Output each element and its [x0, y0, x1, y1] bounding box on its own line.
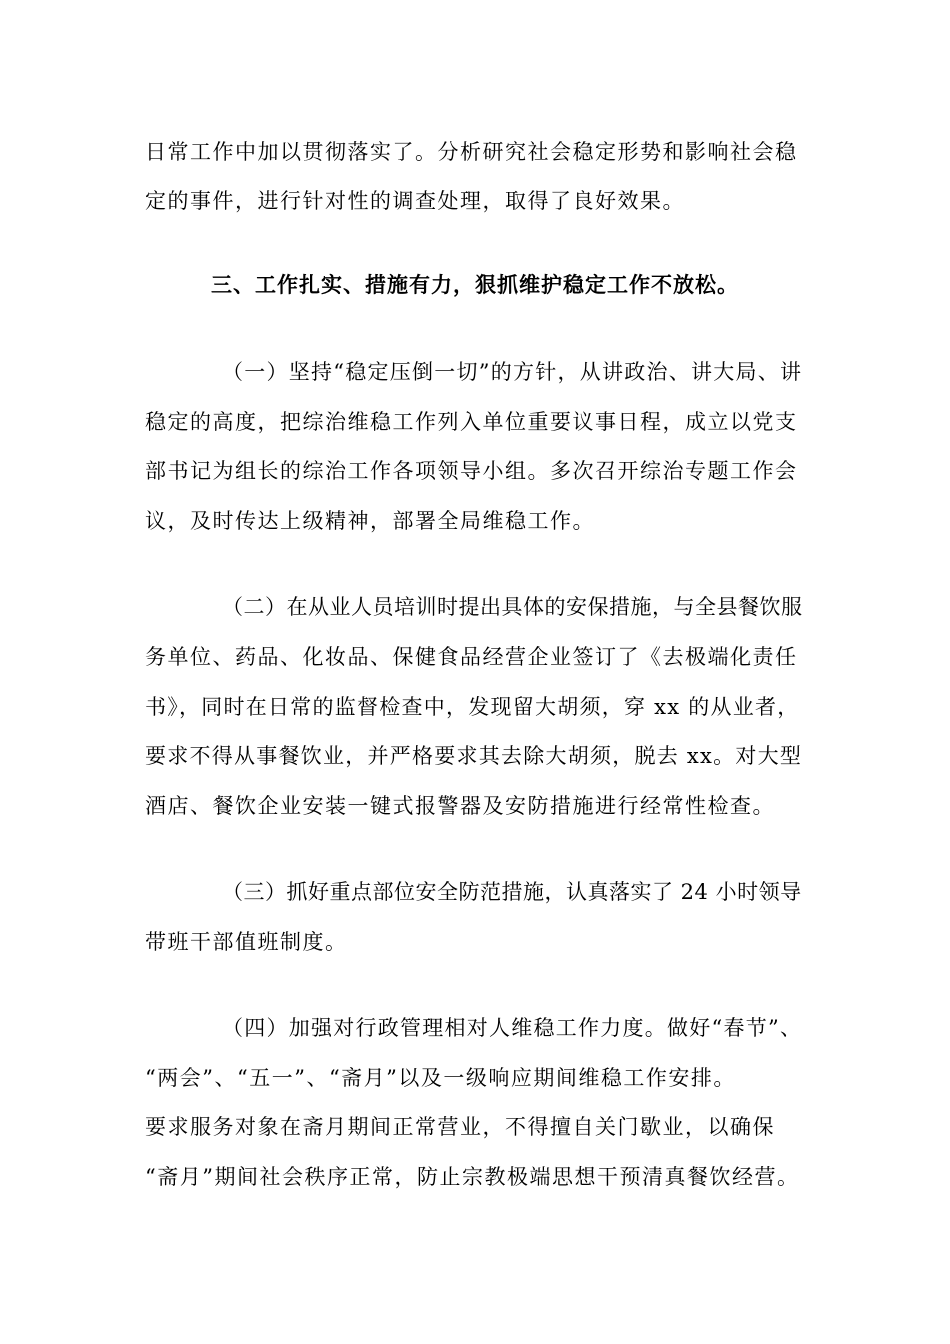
paragraph-2-line-4: 要求不得从事餐饮业，并严格要求其去除大胡须，脱去 xx。对大型 [145, 744, 803, 768]
intro-line-1: 日常工作中加以贯彻落实了。分析研究社会稳定形势和影响社会稳 [145, 140, 798, 164]
paragraph-1-line-4: 议，及时传达上级精神，部署全局维稳工作。 [145, 509, 595, 533]
paragraph-4-line-4: “斋月”期间社会秩序正常，防止宗教极端思想干预清真餐饮经营。 [145, 1165, 800, 1189]
paragraph-3-line-1: （三）抓好重点部位安全防范措施，认真落实了 24 小时领导 [222, 880, 802, 904]
section-heading: 三、工作扎实、措施有力，狠抓维护稳定工作不放松。 [211, 273, 739, 297]
paragraph-2-line-5: 酒店、餐饮企业安装一键式报警器及安防措施进行经常性检查。 [145, 794, 775, 818]
paragraph-4-line-3: 要求服务对象在斋月期间正常营业，不得擅自关门歇业，以确保 [145, 1115, 775, 1139]
paragraph-4-line-1: （四）加强对行政管理相对人维稳工作力度。做好“春节”、 [222, 1016, 803, 1040]
paragraph-4-line-2: “两会”、“五一”、“斋月”以及一级响应期间维稳工作安排。 [145, 1066, 736, 1090]
paragraph-2-line-1: （二）在从业人员培训时提出具体的安保措施，与全县餐饮服 [222, 595, 803, 619]
paragraph-2-line-2: 务单位、药品、化妆品、保健食品经营企业签订了《去极端化责任 [145, 645, 798, 669]
paragraph-1-line-3: 部书记为组长的综治工作各项领导小组。多次召开综治专题工作会 [145, 459, 798, 483]
intro-line-2: 定的事件，进行针对性的调查处理，取得了良好效果。 [145, 189, 685, 213]
paragraph-1-line-2: 稳定的高度，把综治维稳工作列入单位重要议事日程，成立以党支 [145, 410, 798, 434]
paragraph-3-line-2: 带班干部值班制度。 [145, 930, 348, 954]
paragraph-1-line-1: （一）坚持“稳定压倒一切”的方针，从讲政治、讲大局、讲 [222, 360, 803, 384]
paragraph-2-line-3: 书》，同时在日常的监督检查中，发现留大胡须，穿 xx 的从业者， [145, 695, 800, 719]
